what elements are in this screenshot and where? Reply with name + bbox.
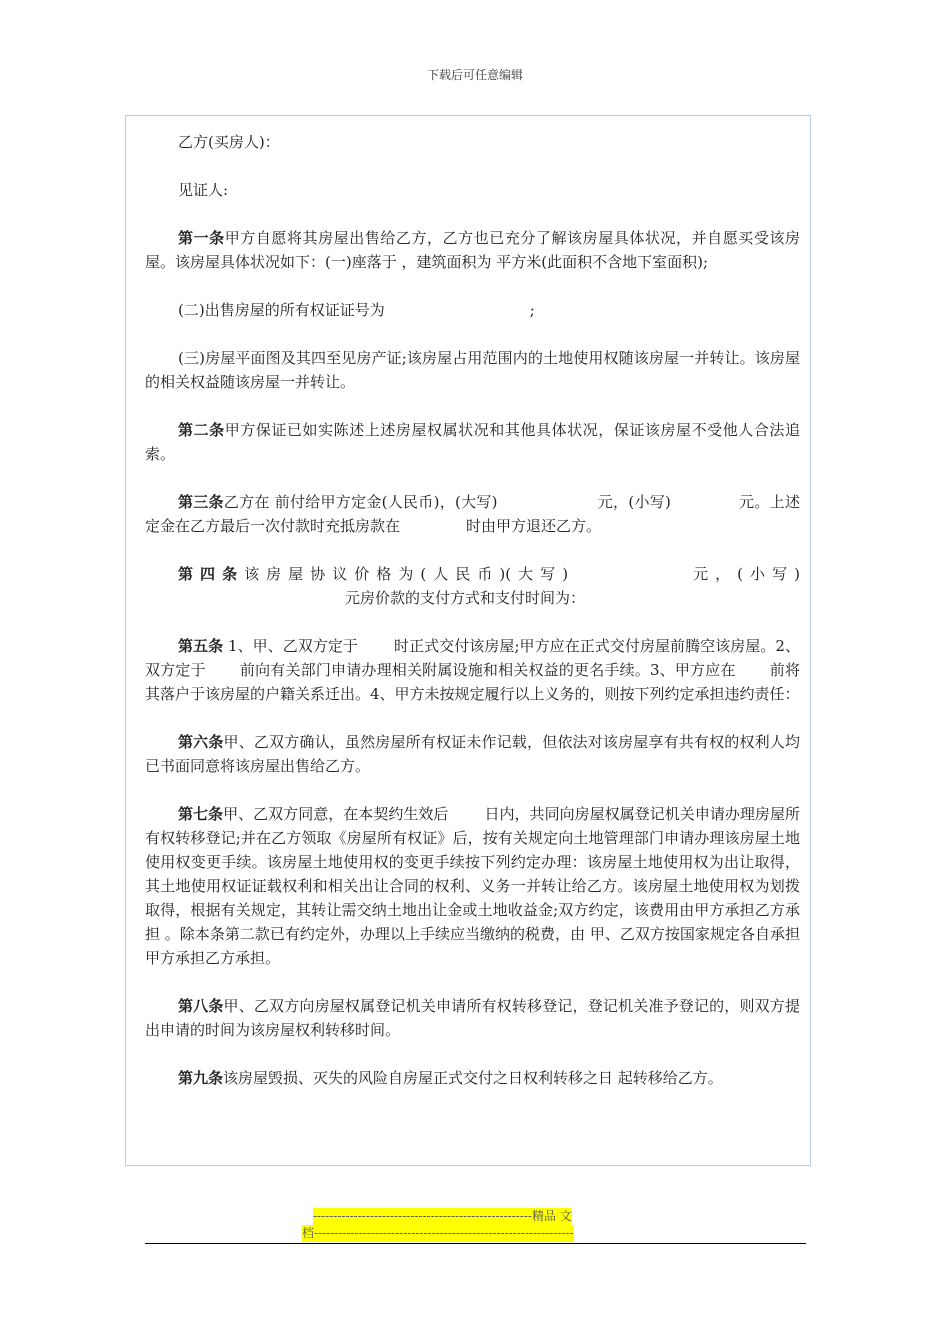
paragraph-article-2: 第二条甲方保证已如实陈述上述房屋权属状况和其他具体状况，保证该房屋不受他人合法追索。 bbox=[145, 421, 800, 463]
paragraph-article-3: 第三条乙方在 前付给甲方定金(人民币)，(大写) 元，(小写) 元。上述定金在乙方最后一次付款时充抵房款在 时由甲方退还乙方。 bbox=[145, 493, 800, 535]
footer-watermark-line-1: ------------------------------------------------------精品 文 bbox=[313, 1209, 572, 1223]
paragraph-article-9: 第九条该房屋毁损、灭失的风险自房屋正式交付之日权利转移之日 起转移给乙方。 bbox=[178, 1069, 723, 1087]
paragraph-article-5: 第五条 1、甲、乙双方定于 时正式交付该房屋;甲方应在正式交付房屋前腾空该房屋。2、双方定于 前向有关部门申请办理相关附属设施和相关权益的更名手续。3、甲方应在 前将其落户于该房屋的户籍关系迁出。4、甲方未按规定履行以上义务的，则按下列约定承担违约责任： bbox=[145, 637, 800, 703]
article-title: 第六条 bbox=[178, 733, 224, 751]
article-title: 第四条 bbox=[178, 565, 245, 583]
paragraph-certificate-number: (二)出售房屋的所有权证证号为 ; bbox=[178, 301, 535, 319]
paragraph-article-1: 第一条甲方自愿将其房屋出售给乙方，乙方也已充分了解该房屋具体状况，并自愿买受该房屋。该房屋具体状况如下：(一)座落于 ，建筑面积为 平方米(此面积不含地下室面积); bbox=[145, 229, 800, 271]
paragraph-witness: 见证人: bbox=[178, 181, 229, 199]
article-title: 第二条 bbox=[178, 421, 225, 439]
document-body bbox=[145, 130, 800, 1114]
footer-divider bbox=[145, 1243, 806, 1244]
article-title: 第一条 bbox=[178, 229, 225, 247]
paragraph-article-8: 第八条甲、乙双方向房屋权属登记机关申请所有权转移登记，登记机关准予登记的，则双方提出申请的时间为该房屋权利转移时间。 bbox=[145, 997, 800, 1039]
paragraph-article-4: 第四条该房屋协议价格为(人民币)(大写) 元，(小写)元房价款的支付方式和支付时间为： bbox=[178, 565, 800, 607]
article-title: 第五条 bbox=[178, 637, 224, 655]
article-title: 第九条 bbox=[178, 1069, 224, 1087]
article-title: 第七条 bbox=[178, 805, 224, 823]
paragraph-article-6: 第六条甲、乙双方确认，虽然房屋所有权证未作记载，但依法对该房屋享有共有权的权利人均已书面同意将该房屋出售给乙方。 bbox=[145, 733, 800, 775]
page-header: 下载后可任意编辑 bbox=[426, 68, 523, 82]
paragraph-party-b: 乙方(买房人)： bbox=[178, 133, 280, 151]
footer-watermark-line-2: 档---------------------------------------------------------------- bbox=[302, 1226, 574, 1240]
article-title: 第八条 bbox=[178, 997, 224, 1015]
paragraph-floor-plan: (三)房屋平面图及其四至见房产证;该房屋占用范围内的土地使用权随该房屋一并转让。该房屋的相关权益随该房屋一并转让。 bbox=[145, 349, 800, 391]
article-title: 第三条 bbox=[178, 493, 224, 511]
paragraph-article-7: 第七条甲、乙双方同意，在本契约生效后 日内，共同向房屋权属登记机关申请办理房屋所有权转移登记;并在乙方领取《房屋所有权证》后，按有关规定向土地管理部门申请办理该房屋土地使用权变更手续。该房屋土地使用权的变更手续按下列约定办理：该房屋土地使用权为出让取得，其土地使用权证证载权利和相关出让合同的权利、义务一并转让给乙方。该房屋土地使用权为划拨取得，根据有关规定，其转让需交纳土地出让金或土地收益金;双方约定，该费用由甲方承担乙方承担 。除本条第二款已有约定外，办理以上手续应当缴纳的税费，由 甲、乙双方按国家规定各自承担甲方承担乙方承担。 bbox=[145, 805, 800, 967]
